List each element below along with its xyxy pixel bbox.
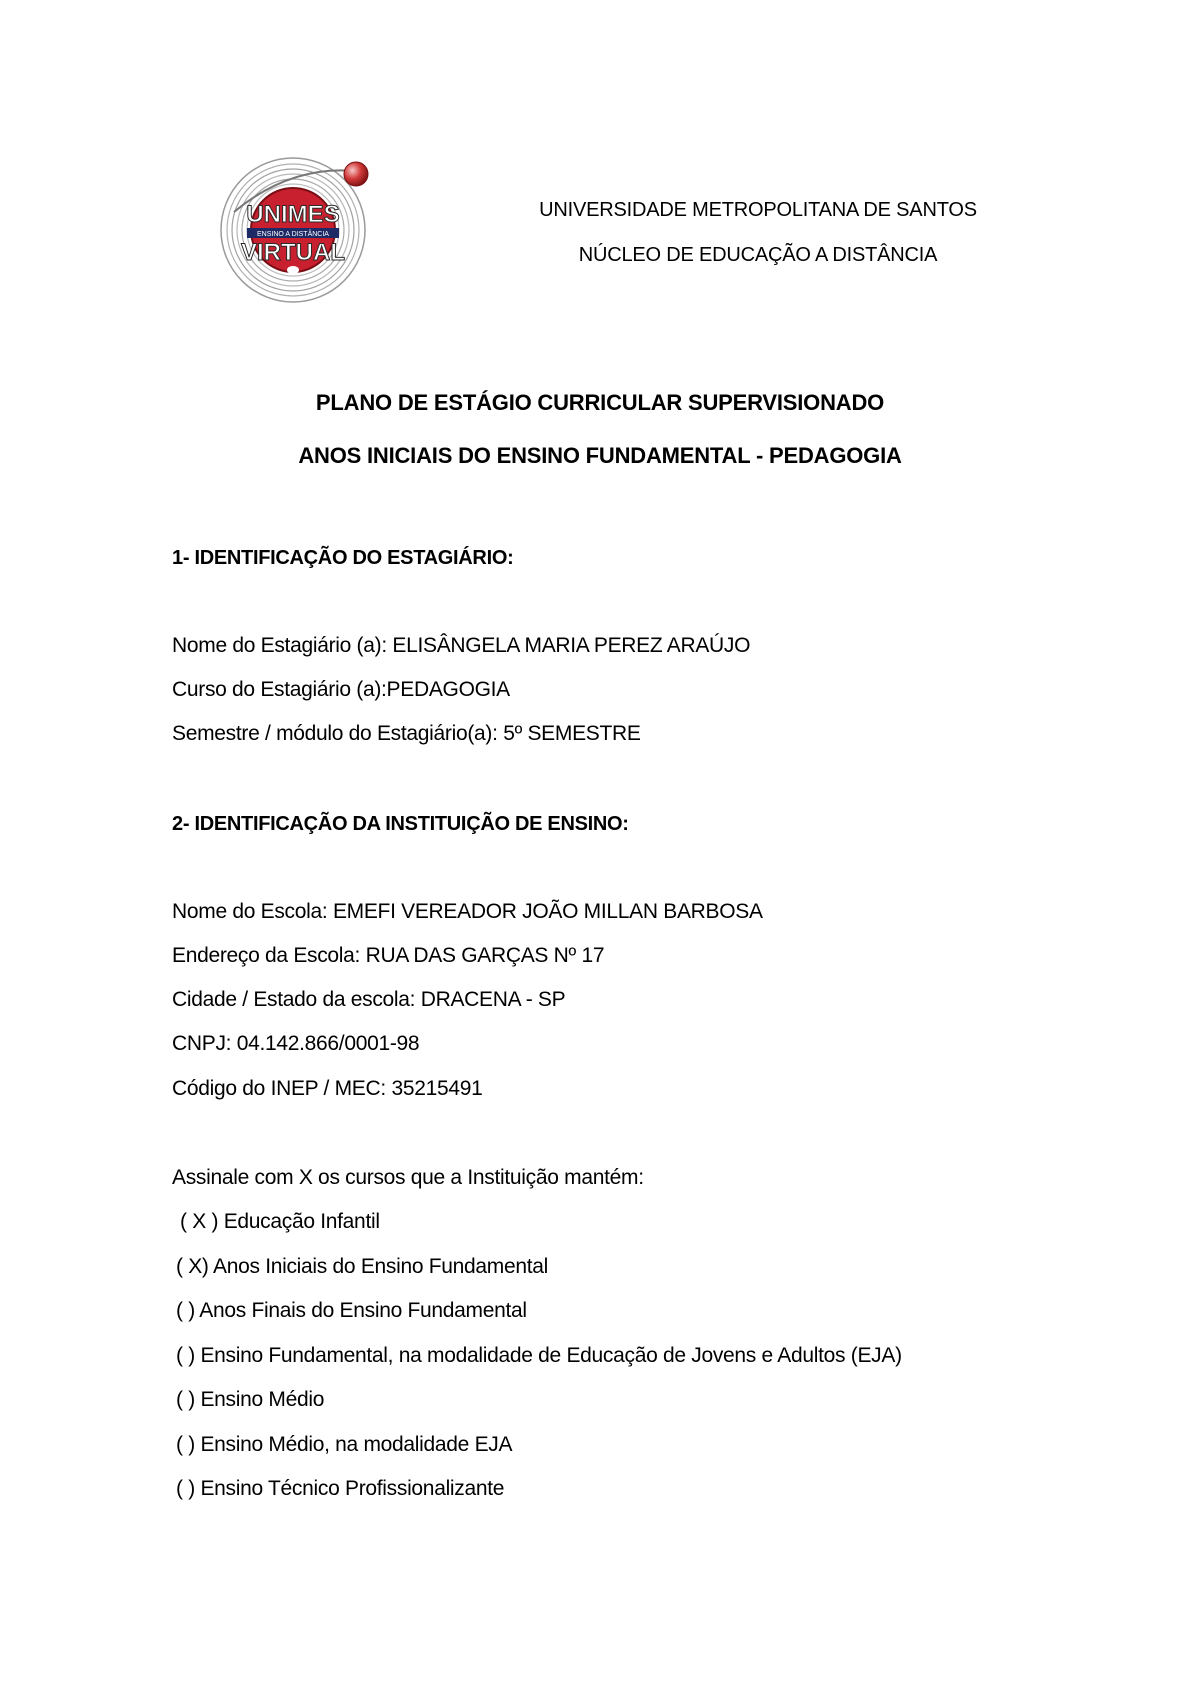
logo-text-top: UNIMES: [246, 201, 340, 228]
logo-text-bottom: VIRTUAL: [241, 239, 345, 266]
school-inep-code: Código do INEP / MEC: 35215491: [172, 1077, 483, 1100]
course-option-ensino-medio: ( ) Ensino Médio: [176, 1388, 325, 1411]
section-2-heading: 2- IDENTIFICAÇÃO DA INSTITUIÇÃO DE ENSINO:: [172, 813, 629, 835]
courses-prompt: Assinale com X os cursos que a Instituição mantém:: [172, 1166, 644, 1189]
intern-semester: Semestre / módulo do Estagiário(a): 5º SEMESTRE: [172, 722, 641, 745]
document-title: PLANO DE ESTÁGIO CURRICULAR SUPERVISIONADO: [315, 390, 885, 415]
document-subtitle: ANOS INICIAIS DO ENSINO FUNDAMENTAL - PEDAGOGIA: [298, 443, 902, 468]
course-option-anos-finais: ( ) Anos Finais do Ensino Fundamental: [176, 1299, 527, 1322]
section-1-heading: 1- IDENTIFICAÇÃO DO ESTAGIÁRIO:: [172, 547, 514, 569]
course-option-tecnico: ( ) Ensino Técnico Profissionalizante: [176, 1477, 505, 1500]
nucleus-name: NÚCLEO DE EDUCAÇÃO A DISTÂNCIA: [578, 244, 938, 266]
course-option-educacao-infantil: ( X ) Educação Infantil: [180, 1210, 380, 1233]
intern-name: Nome do Estagiário (a): ELISÂNGELA MARIA PEREZ ARAÚJO: [172, 634, 751, 657]
school-city-state: Cidade / Estado da escola: DRACENA - SP: [172, 988, 566, 1011]
school-name: Nome do Escola: EMEFI VEREADOR JOÃO MILLAN BARBOSA: [172, 900, 763, 923]
course-option-anos-iniciais: ( X) Anos Iniciais do Ensino Fundamental: [176, 1255, 549, 1278]
course-option-ensino-medio-eja: ( ) Ensino Médio, na modalidade EJA: [176, 1433, 513, 1456]
school-cnpj: CNPJ: 04.142.866/0001-98: [172, 1032, 420, 1055]
school-address: Endereço da Escola: RUA DAS GARÇAS Nº 17: [172, 944, 605, 967]
intern-course: Curso do Estagiário (a):PEDAGOGIA: [172, 678, 510, 701]
logo-text-middle: ENSINO A DISTÂNCIA: [257, 231, 329, 238]
university-name: UNIVERSIDADE METROPOLITANA DE SANTOS: [539, 199, 977, 221]
course-option-eja-fundamental: ( ) Ensino Fundamental, na modalidade de Educação de Jovens e Adultos (EJA): [176, 1344, 902, 1367]
unimes-virtual-logo: [214, 152, 380, 304]
